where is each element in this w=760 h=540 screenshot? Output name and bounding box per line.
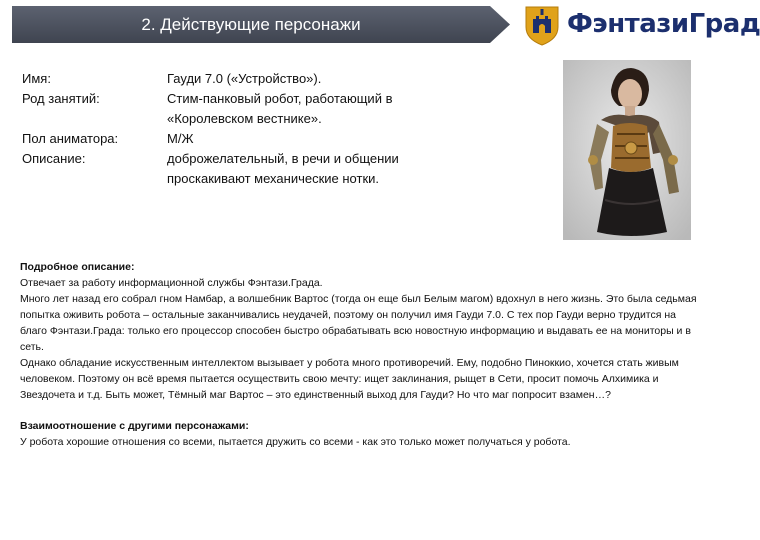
field-value: Гауди 7.0 («Устройство»).: [167, 71, 322, 86]
field-value: доброжелательный, в речи и общении проскакивают механические нотки.: [167, 151, 399, 186]
section-banner: [12, 6, 510, 43]
field-label: Имя:: [22, 71, 51, 86]
section-title: 2. Действующие персонажи: [141, 15, 361, 34]
field-label: Род занятий:: [22, 91, 100, 106]
castle-shield-icon: [522, 3, 562, 47]
relations-heading: Взаимоотношение с другими персонажами:: [20, 420, 249, 432]
detailed-description: [20, 259, 700, 450]
field-label: Пол аниматора:: [22, 131, 119, 146]
details-heading: Подробное описание:: [20, 261, 135, 273]
fantazigrad-logo: [522, 3, 760, 47]
field-value: М/Ж: [167, 131, 194, 146]
relations-text: У робота хорошие отношения со всеми, пытается дружить со всеми - как это только может получаться у робота.: [20, 436, 571, 448]
details-paragraph: Отвечает за работу информационной службы Фэнтази.Града.: [20, 277, 323, 289]
steampunk-robot-portrait-icon: [563, 60, 691, 240]
logo-text: ФэнтазиГрад: [567, 9, 760, 39]
character-portrait: [563, 60, 691, 240]
field-label: Описание:: [22, 151, 86, 166]
details-paragraph: Много лет назад его собрал гном Намбар, а волшебник Вартос (тогда он еще был Белым магом) вдохнул в него жизнь. Это была седьмая попытка оживить робота – остальные заканчивались неудачей, поэтому он получил имя Гауди 7.0. С тех пор Гауди верно трудится на благо Фэнтази.Града: только его процессор способен быстро обрабатывать всю новостную информацию и выдавать ее на мониторы и в сеть.: [20, 293, 697, 353]
field-value: Стим-панковый робот, работающий в «Королевском вестнике».: [167, 91, 393, 126]
details-paragraph: Однако обладание искусственным интеллектом вызывает у робота много противоречий. Ему, подобно Пиноккио, хочется стать живым человеком. Поэтому он всё время пытается осуществить свою мечту: ищет заклинания, рыщет в Сети, просит помочь Алхимика и Звездочета и т.д. Быть может, Тёмный маг Вартос – это единственный выход для Гауди? Но что маг попросит взамен…?: [20, 357, 679, 401]
